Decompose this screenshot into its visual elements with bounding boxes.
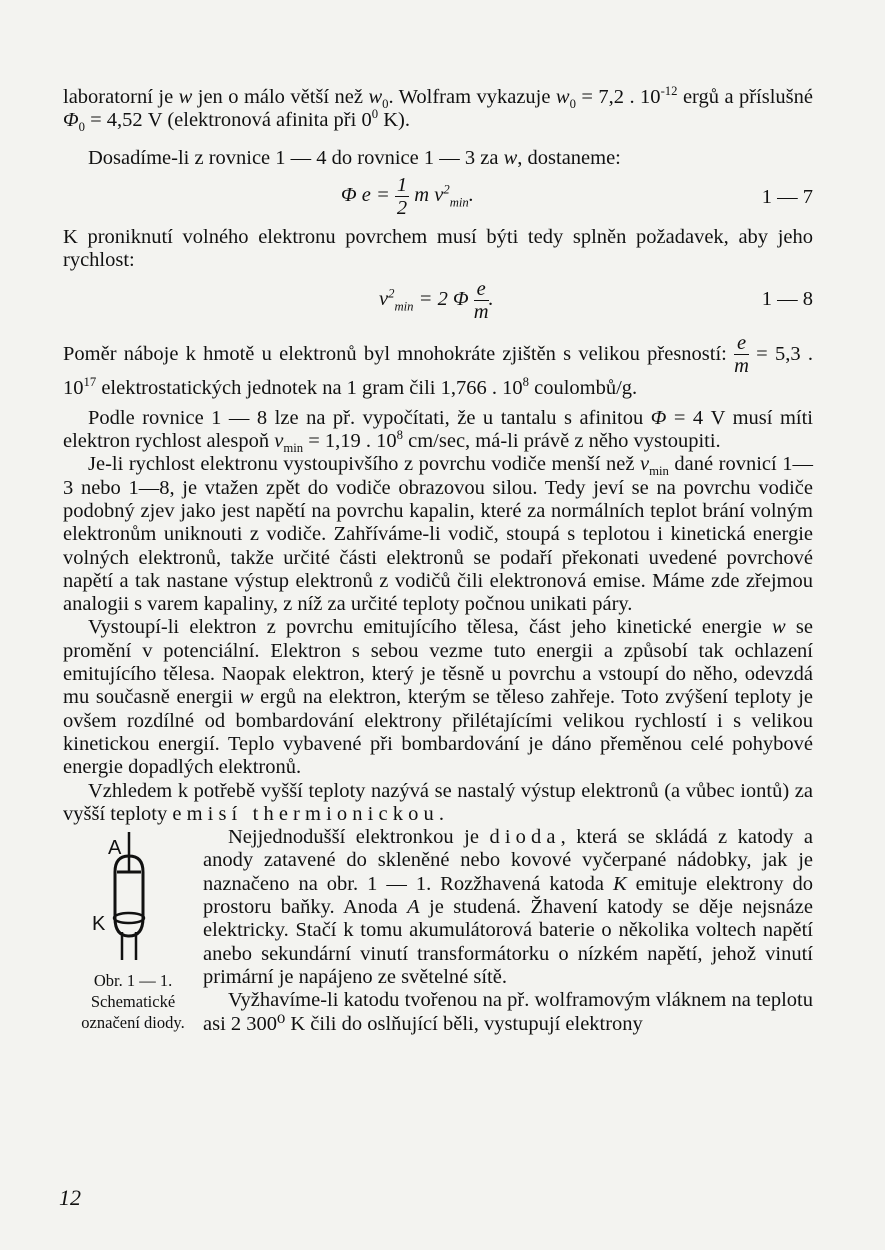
paragraph: Podle rovnice 1 — 8 lze na př. vypočítati, že u tantalu s afinitou Φ = 4 V musí míti elektron rychlost alespoň $v_{min} = 1,19$ . $10^8$ cm/sec, má-li právě z něho vystoupiti. (63, 406, 814, 456)
paragraph: Vyžhavíme-li katodu tvořenou na př. wolframovým vláknem na teplotu asi 2 300⁰ K čili do oslňující běli, vystupují elektrony (203, 989, 813, 1035)
paragraph: Nejjednodušší elektronkou je dioda, která se skládá z katody a anody zatavené do skleněné nebo kovové vyčerpané nádobky, jak je naznačeno na obr. 1 — 1. Rozžhavená katoda K emituje elektrony do prostoru baňky. Anoda A je studená. Žhavení katody se děje nejsnáze elektricky. Stačí k tomu akumulátorová baterie o několika voltech napětí anebo sekundární vinutí transformátorku o nízkém napětí, jehož vinutí primární je napájeno ze světelné sítě. (203, 826, 813, 988)
anode-label: A (108, 837, 122, 860)
paragraph: Dosadíme-li z rovnice 1 — 4 do rovnice 1 — 3 za w, dostaneme: (88, 146, 621, 169)
paragraph: Vzhledem k potřebě vyšší teploty nazývá se nastalý výstup elektronů (a vůbec iontů) za vyšší teploty emisí thermionickou. (63, 779, 813, 825)
equation-number: 1 — 8 (761, 288, 813, 311)
equation-number: 1 — 7 (761, 185, 813, 208)
side-text (203, 826, 813, 1036)
figure-caption: označení diody. (81, 1013, 185, 1033)
equation-1-7: Φ e = $\frac{1}{2}$ m $v^2_{min}$. 1 — 7 (341, 173, 813, 219)
paragraph: laboratorní je w jen o málo větší než $w_0$. Wolfram vykazuje $w_0 = 7,2$ . $10^{-12}$ ergů a příslušné $\Phi_0 = 4,52$ V (elektronová afinita při $0^0$ K). (63, 84, 814, 135)
body-text (63, 86, 813, 1036)
paragraph: Vystoupí-li elektron z povrchu emitujícího tělesa, část jeho kinetické energie w se promění v potenciální. Elektron s sebou vezme tuto energii a způsobí tak ochlazení emitujícího tělesa. Naopak elektron, který je těsně u povrchu a vstoupí do něho, odevzdá mu současně energii w ergů na elektron, kterým se těleso zahřeje. Toto zvýšení teploty je ovšem rozdílné od bombardování elektrony přilétajícími velikou rychlostí i s velikou kinetickou energií. Teplo vybavené při bombardování je dáno přeměnou celé pohybové energie dopadlých elektronů. (63, 616, 814, 779)
figure-caption: Schematické (90, 992, 176, 1012)
cathode-label: K (92, 913, 106, 936)
diode-symbol-icon (88, 832, 168, 962)
figure-caption: Obr. 1 — 1. (93, 971, 173, 991)
paragraph: K proniknutí volného elektronu povrchem musí býti tedy splněn požadavek, aby jeho rychlost: (63, 225, 813, 272)
equation-1-8: $v^2_{min} = 2$ Φ $\frac{e}{m}$ . 1 — 8 (379, 278, 813, 324)
paragraph: Poměr náboje k hmotě u elektronů byl mnohokráte zjištěn s velikou přesností: $\frac{e}{m}$ = 5,3 . $10^{17}$ elektrostatických jednotek na 1 gram čili 1,766 . $10^8$ coulombů/g. (63, 332, 813, 400)
paragraph: Je-li rychlost elektronu vystoupivšího z povrchu vodiče menší než $v_{min}$ dané rovnicí 1—3 nebo 1—8, je vtažen zpět do vodiče obrazovou silou. Tedy jeví se na povrchu vodiče podobný zjev jako jest napětí na povrchu kapalin, které za normálních teplot brání volným elektronům uniknouti z vodiče. Zahříváme-li vodič, stoupá s teplotou i kinetická energie volných elektronů, takže určité části elektronů se podaří překonati uvedené povrchové napětí a tak nastane výstup elektronů z vodičů čili elektronová emise. Máme zde zřejmou analogii s varem kapaliny, z níž za určité teploty počnou unikati páry. (63, 453, 813, 616)
figure-block (63, 826, 813, 1036)
figure-diode (63, 832, 203, 1033)
page-number: 12 (59, 1185, 81, 1210)
